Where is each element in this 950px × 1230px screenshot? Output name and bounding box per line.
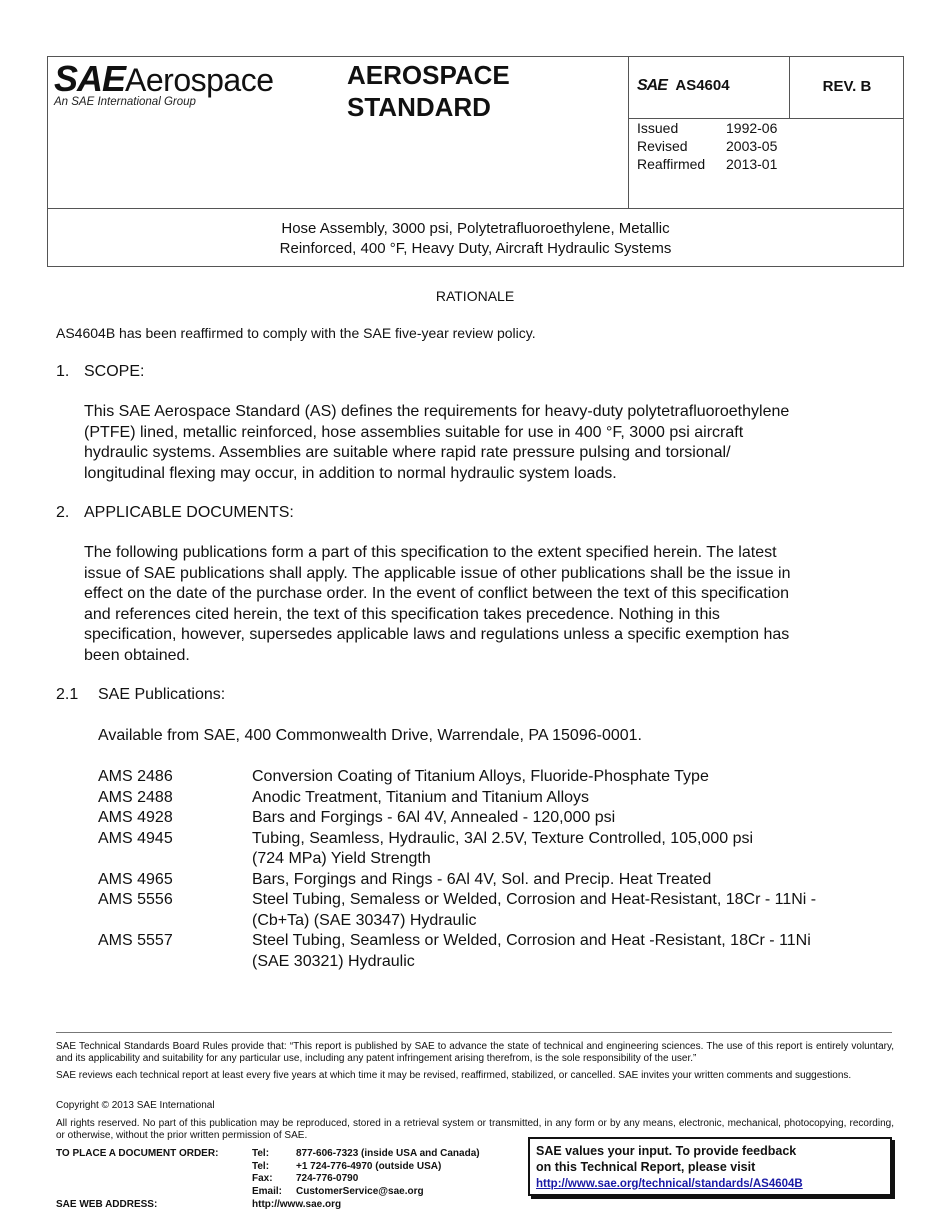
contact-row: Email: CustomerService@sae.org xyxy=(252,1185,424,1197)
reference-code: AMS 5557 xyxy=(98,932,173,949)
sae-aerospace-logo xyxy=(54,58,274,100)
reference-item xyxy=(98,890,868,931)
web-address-label: SAE WEB ADDRESS: xyxy=(56,1199,158,1210)
reference-title: Bars, Forgings and Rings - 6Al 4V, Sol. and Precip. Heat Treated xyxy=(252,870,712,888)
logo-brand: SAE xyxy=(54,58,126,99)
standard-title-line-1: AEROSPACE xyxy=(347,60,510,90)
header-divider-h2 xyxy=(47,208,904,209)
reference-code: AMS 4965 xyxy=(98,870,173,888)
contact-row: Tel: +1 724-776-4970 (outside USA) xyxy=(252,1160,442,1172)
section-1-number: 1. xyxy=(56,363,70,380)
reference-item xyxy=(98,931,868,972)
reference-code: AMS 2488 xyxy=(98,788,173,806)
reference-title: Bars and Forgings - 6Al 4V, Annealed - 120,000 psi xyxy=(252,809,616,826)
rationale-heading: RATIONALE xyxy=(435,288,515,304)
reference-code: AMS 2486 xyxy=(98,768,173,785)
reference-title: Anodic Treatment, Titanium and Titanium Alloys xyxy=(252,788,590,806)
section-2-number: 2. xyxy=(56,504,70,521)
date-row-reaffirmed: Reaffirmed 2013-01 xyxy=(637,156,778,172)
footer-board-rules: SAE Technical Standards Board Rules provide that: “This report is published by SAE to advance the state of technical and engineering sciences. The use of this report is entirely voluntary, and its applicability and suitability for any particular use, including any patent infringement arising therefrom, is the sole responsibility of the user.” xyxy=(56,1041,894,1064)
section-2-1-heading: SAE Publications: xyxy=(98,686,226,703)
footer-rule xyxy=(56,1032,892,1033)
reference-title: Conversion Coating of Titanium Alloys, Fluoride-Phosphate Type xyxy=(252,768,709,785)
standard-title xyxy=(347,59,510,123)
rationale-text: AS4604B has been reaffirmed to comply with the SAE five-year review policy. xyxy=(56,325,536,341)
feedback-line-1: SAE values your input. To provide feedback xyxy=(536,1144,797,1158)
header-divider-v1 xyxy=(628,56,629,209)
revision: REV. B xyxy=(822,78,872,95)
order-label: TO PLACE A DOCUMENT ORDER: xyxy=(56,1148,219,1159)
reference-item xyxy=(98,767,868,788)
reference-title: Tubing, Seamless, Hydraulic, 3Al 2.5V, Texture Controlled, 105,000 psi (724 MPa) Yield Strength xyxy=(252,829,754,867)
reference-item xyxy=(98,829,868,870)
section-1-heading: SCOPE: xyxy=(84,363,145,380)
reference-code: AMS 4945 xyxy=(98,829,173,847)
feedback-link[interactable]: http://www.sae.org/technical/standards/AS4604B xyxy=(536,1178,803,1190)
reference-item xyxy=(98,788,868,809)
feedback-line-2: on this Technical Report, please visit xyxy=(536,1160,756,1174)
web-address[interactable]: http://www.sae.org xyxy=(252,1199,342,1210)
small-sae-logo: SAE xyxy=(637,77,667,94)
date-row-issued: Issued 1992-06 xyxy=(637,120,778,136)
date-table xyxy=(637,119,777,173)
section-2-1-number: 2.1 xyxy=(56,686,79,703)
applicable-paragraph: The following publications form a part of this specification to the extent specified herein. The latest issue of SAE publications shall apply. The applicable issue of other publications shall be the issue in effect on the date of the purchase order. In the event of conflict between the text of this specification and references cited herein, the text of this specification takes precedence. Nothing in this specification, however, supersedes applicable laws and regulations unless a specific exemption has been obtained. xyxy=(84,544,791,664)
logo-name: Aerospace xyxy=(125,62,274,98)
date-row-revised: Revised 2003-05 xyxy=(637,138,778,154)
footer-review-policy: SAE reviews each technical report at least every five years at which time it may be revised, reaffirmed, stabilized, or cancelled. SAE invites your written comments and suggestions. xyxy=(56,1070,852,1081)
sae-address: Available from SAE, 400 Commonwealth Drive, Warrendale, PA 15096-0001. xyxy=(98,727,642,744)
contact-row: Fax: 724-776-0790 xyxy=(252,1173,359,1184)
contact-row: Tel: 877-606-7323 (inside USA and Canada) xyxy=(252,1148,480,1159)
footer-copyright: Copyright © 2013 SAE International xyxy=(56,1100,215,1111)
feedback-box xyxy=(528,1137,892,1196)
reference-item xyxy=(98,870,868,891)
footer-rights: All rights reserved. No part of this publication may be reproduced, stored in a retrieval system or transmitted, in any form or by any means, electronic, mechanical, photocopying, recording, or otherwise, without the prior written permission of SAE. xyxy=(56,1118,894,1141)
reference-title: Steel Tubing, Semaless or Welded, Corrosion and Heat-Resistant, 18Cr - 11Ni - (Cb+Ta) (SAE 30347) Hydraulic xyxy=(252,891,817,929)
document-title: Hose Assembly, 3000 psi, Polytetrafluoroethylene, Metallic Reinforced, 400 °F, Heavy Duty, Aircraft Hydraulic Systems xyxy=(279,220,672,257)
doc-number: AS4604 xyxy=(675,77,730,94)
reference-item xyxy=(98,808,868,829)
doc-number-cell xyxy=(637,77,730,95)
logo-subtitle: An SAE International Group xyxy=(54,96,196,108)
reference-list xyxy=(98,767,868,972)
reference-code: AMS 5556 xyxy=(98,891,173,908)
standard-title-line-2: STANDARD xyxy=(347,92,491,122)
contact-list xyxy=(252,1148,480,1198)
scope-paragraph: This SAE Aerospace Standard (AS) defines the requirements for heavy-duty polytetrafluoroethylene (PTFE) lined, metallic reinforced, hose assemblies suitable for use in 400 °F, 3000 psi aircraft hydraulic systems. Assemblies are suitable where rapid rate pressure pulsing and torsional/ longitudinal flexing may occur, in addition to normal hydraulic system loads. xyxy=(84,403,790,482)
reference-title: Steel Tubing, Seamless or Welded, Corrosion and Heat -Resistant, 18Cr - 11Ni (SAE 30321) Hydraulic xyxy=(252,932,811,970)
section-2-heading: APPLICABLE DOCUMENTS: xyxy=(84,504,294,521)
reference-code: AMS 4928 xyxy=(98,809,173,826)
